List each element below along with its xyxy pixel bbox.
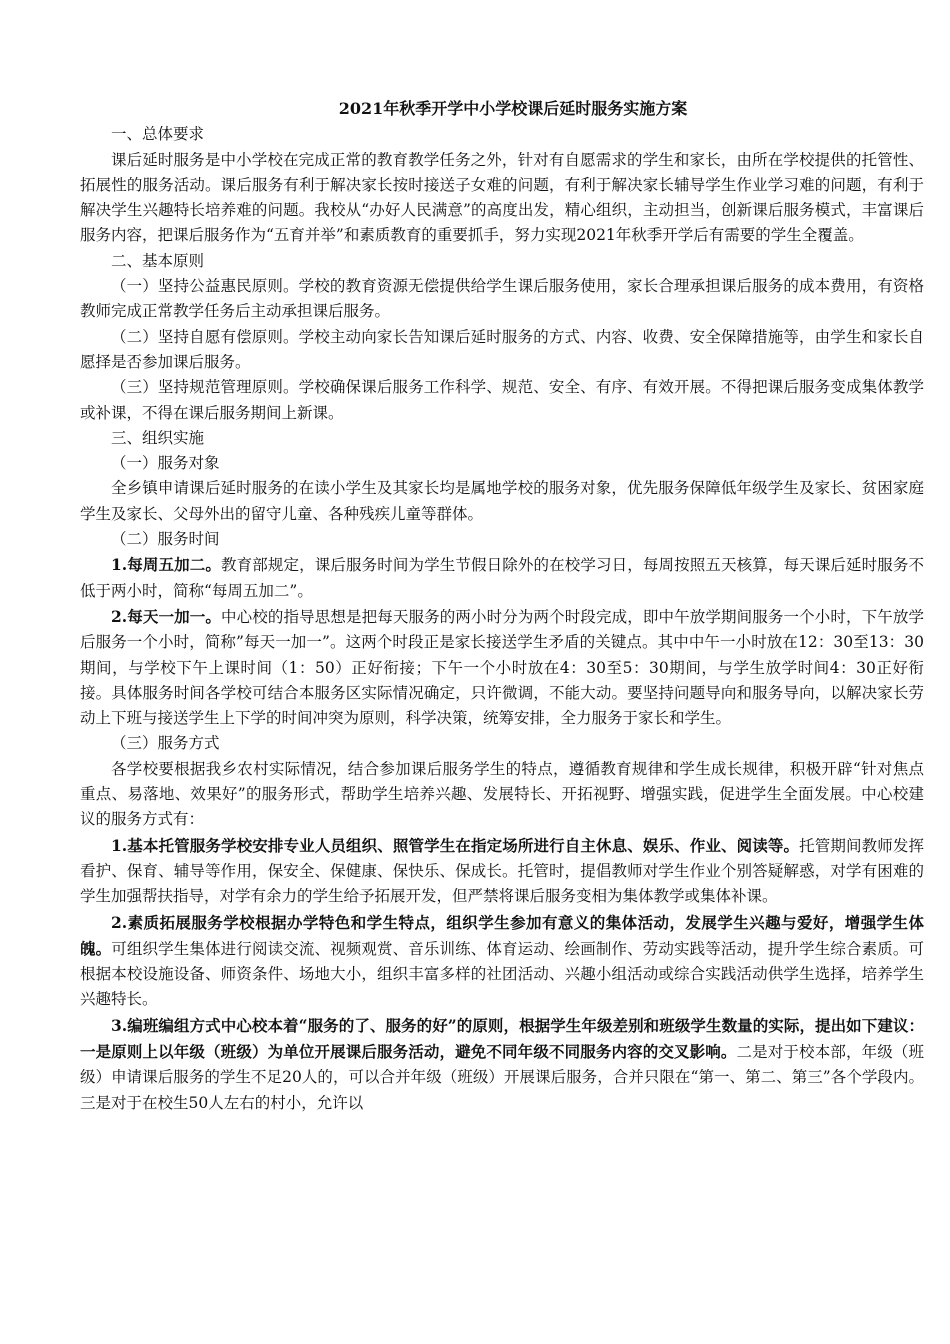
- time-item-1-text: 教育部规定，课后服务时间为学生节假日除外的在校学习日，每周按照五天核算，每天课后延时服务不低于两小时，简称“每周五加二”。: [80, 556, 924, 600]
- mode-item-3-lead: 3.编班编组方式中心校本着“服务的了、服务的好”的原则，根据学生年级差别和班级学生数量的实际，提出如下建议：一是原则上以年级（班级）为单位开展课后服务活动，避免不同年级不同服务内容的交叉影响。: [80, 1015, 924, 1061]
- time-item-2-text: 中心校的指导思想是把每天服务的两小时分为两个时段完成，即中午放学期间服务一个小时，下午放学后服务一个小时，简称”每天一加一”。这两个时段正是家长接送学生矛盾的关键点。其中中午一小时放在12：30至13：30期间，与学校下午上课时间（1：50）正好衔接；下午一个小时放在4：30至5：30期间，与学生放学时间4：30正好衔接。具体服务时间各学校可结合本服务区实际情况确定，只许微调，不能大动。要坚持问题导向和服务导向，以解决家长劳动上下班与接送学生上下学的时间冲突为原则，科学决策，统筹安排，全力服务于家长和学生。: [80, 607, 924, 728]
- section-heading-implementation: 三、组织实施: [111, 428, 205, 447]
- section-heading-principles: 二、基本原则: [111, 251, 205, 270]
- mode-item-2-text: 可组织学生集体进行阅读交流、视频观赏、音乐训练、体育运动、绘画制作、劳动实践等活动，提升学生综合素质。可根据本校设施设备、师资条件、场地大小，组织丰富多样的社团活动、兴趣小组活动或综合实践活动供学生选择，培养学生兴趣特长。: [80, 939, 924, 1009]
- paragraph-time-item-1: [80, 552, 924, 604]
- subheading-service-time: （二）服务时间: [111, 530, 220, 549]
- mode-item-1-text: 托管期间教师发挥看护、保育、辅导等作用，保安全、保健康、保快乐、保成长。托管时，提倡教师对学生作业个别答疑解惑，对学有困难的学生加强帮扶指导，对学有余力的学生给予拓展开发，但严禁将课后服务变相为集体教学或集体补课。: [80, 836, 924, 906]
- paragraph-principle-3: （三）坚持规范管理原则。学校确保课后服务工作科学、规范、安全、有序、有效开展。不得把课后服务变成集体教学或补课，不得在课后服务期间上新课。: [80, 378, 924, 422]
- section-heading-general: 一、总体要求: [111, 125, 205, 144]
- paragraph-mode-item-1: [80, 833, 924, 910]
- paragraph-service-target: 全乡镇申请课后延时服务的在读小学生及其家长均是属地学校的服务对象，优先服务保障低年级学生及家长、贫困家庭学生及家长、父母外出的留守儿童、各种残疾儿童等群体。: [80, 479, 924, 523]
- mode-item-1-lead: 1.基本托管服务学校安排专业人员组织、照管学生在指定场所进行自主休息、娱乐、作业、阅读等。: [111, 835, 800, 855]
- document-title: 2021年秋季开学中小学校课后延时服务实施方案: [338, 99, 688, 118]
- paragraph-mode-item-2: [80, 910, 924, 1013]
- time-item-1-lead: 1.每周五加二。: [111, 555, 222, 575]
- paragraph-principle-2: （二）坚持自愿有偿原则。学校主动向家长告知课后延时服务的方式、内容、收费、安全保障措施等，由学生和家长自愿择是否参加课后服务。: [80, 327, 924, 371]
- mode-item-3-text: 二是对于校本部，年级（班级）申请课后服务的学生不足20人的，可以合并年级（班级）开展课后服务，合并只限在“第一、第二、第三”各个学段内。三是对于在校生50人左右的村小，允许以: [80, 1042, 924, 1112]
- paragraph-principle-1: （一）坚持公益惠民原则。学校的教育资源无偿提供给学生课后服务使用，家长合理承担课后服务的成本费用，有资格教师完成正常教学任务后主动承担课后服务。: [80, 277, 924, 321]
- mode-item-2-lead: 2.素质拓展服务学校根据办学特色和学生特点，组织学生参加有意义的集体活动，发展学生兴趣与爱好，增强学生体魄。: [80, 912, 924, 958]
- paragraph-time-item-2: [80, 604, 924, 731]
- paragraph-general-requirements: 课后延时服务是中小学校在完成正常的教育教学任务之外，针对有自愿需求的学生和家长，由所在学校提供的托管性、拓展性的服务活动。课后服务有利于解决家长按时接送子女难的问题，有利于解决家长辅导学生作业学习难的问题，有利于解决学生兴趣特长培养难的问题。我校从“办好人民满意”的高度出发，精心组织，主动担当，创新课后服务模式，丰富课后服务内容，把课后服务作为“五育并举”和素质教育的重要抓手，努力实现2021年秋季开学后有需要的学生全覆盖。: [80, 150, 924, 245]
- subheading-service-target: （一）服务对象: [111, 454, 220, 473]
- paragraph-mode-item-3: [80, 1013, 924, 1116]
- paragraph-service-mode: 各学校要根据我乡农村实际情况，结合参加课后服务学生的特点，遵循教育规律和学生成长规律，积极开辟“针对焦点重点、易落地、效果好”的服务形式，帮助学生培养兴趣、发展特长、开拓视野、增强实践，促进学生全面发展。中心校建议的服务方式有：: [80, 759, 924, 829]
- subheading-service-mode: （三）服务方式: [111, 734, 220, 753]
- time-item-2-lead: 2.每天一加一。: [111, 606, 222, 626]
